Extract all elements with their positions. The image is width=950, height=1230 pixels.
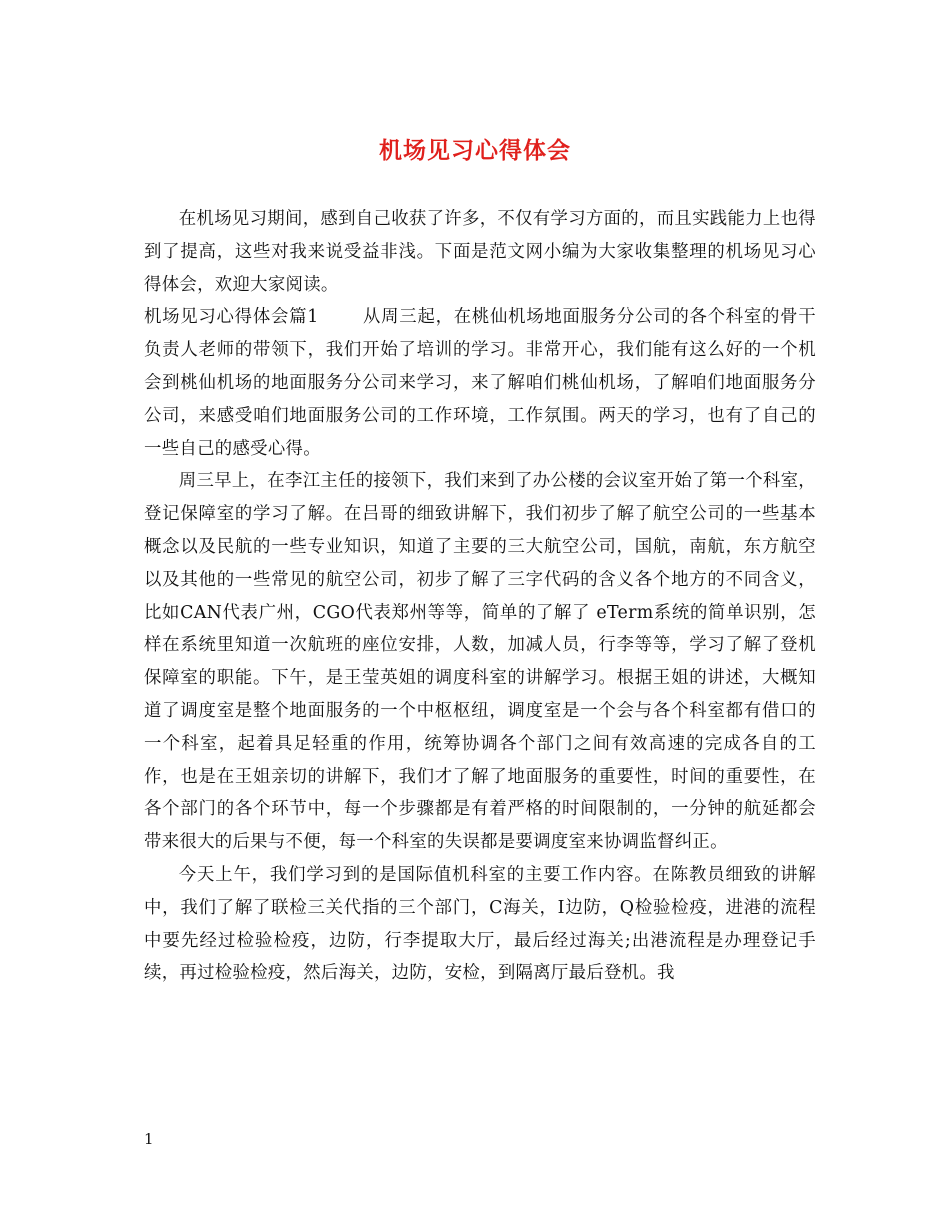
document-body [144, 203, 816, 990]
document-title: 机场见习心得体会 [379, 137, 571, 164]
section-paragraph-1 [144, 301, 816, 465]
page-number: 1 [144, 1130, 154, 1148]
body-paragraph-today: 今天上午，我们学习到的是国际值机科室的主要工作内容。在陈教员细致的讲解中，我们了解了联检三关代指的三个部门，C海关，I边防，Q检验检疫，进港的流程中要先经过检验检疫，边防，行李提取大厅，最后经过海关;出港流程是办理登记手续，再过检验检疫，然后海关，边防，安检，到隔离厅最后登机。我 [144, 864, 816, 984]
body-paragraph-wednesday: 周三早上，在李江主任的接领下，我们来到了办公楼的会议室开始了第一个科室，登记保障室的学习了解。在吕哥的细致讲解下，我们初步了解了航空公司的一些基本概念以及民航的一些专业知识，知道了主要的三大航空公司，国航，南航，东方航空以及其他的一些常见的航空公司，初步了解了三字代码的含义各个地方的不同含义，比如CAN代表广州，CGO代表郑州等等，简单的了解了 eTerm系统的简单识别，怎样在系统里知道一次航班的座位安排，人数，加减人员，行李等等，学习了解了登机保障室的职能。下午，是王莹英姐的调度科室的讲解学习。根据王姐的讲述，大概知道了调度室是整个地面服务的一个中枢枢纽，调度室是一个会与各个科室都有借口的一个科室，起着具足轻重的作用，统筹协调各个部门之间有效高速的完成各自的工作，也是在王姐亲切的讲解下，我们才了解了地面服务的重要性，时间的重要性，在各个部门的各个环节中，每一个步骤都是有着严格的时间限制的，一分钟的航延都会带来很大的后果与不便，每一个科室的失误都是要调度室来协调监督纠正。 [144, 471, 816, 853]
intro-paragraph: 在机场见习期间，感到自己收获了许多，不仅有学习方面的，而且实践能力上也得到了提高，这些对我来说受益非浅。下面是范文网小编为大家收集整理的机场见习心得体会，欢迎大家阅读。 [144, 209, 816, 295]
section-paragraph-1-text: 从周三起，在桃仙机场地面服务分公司的各个科室的骨干负责人老师的带领下，我们开始了培训的学习。非常开心，我们能有这么好的一个机会到桃仙机场的地面服务分公司来学习，来了解咱们桃仙机场，了解咱们地面服务分公司，来感受咱们地面服务公司的工作环境，工作氛围。两天的学习，也有了自己的一些自己的感受心得。 [144, 307, 816, 459]
section-label: 机场见习心得体会篇1 [144, 307, 319, 328]
